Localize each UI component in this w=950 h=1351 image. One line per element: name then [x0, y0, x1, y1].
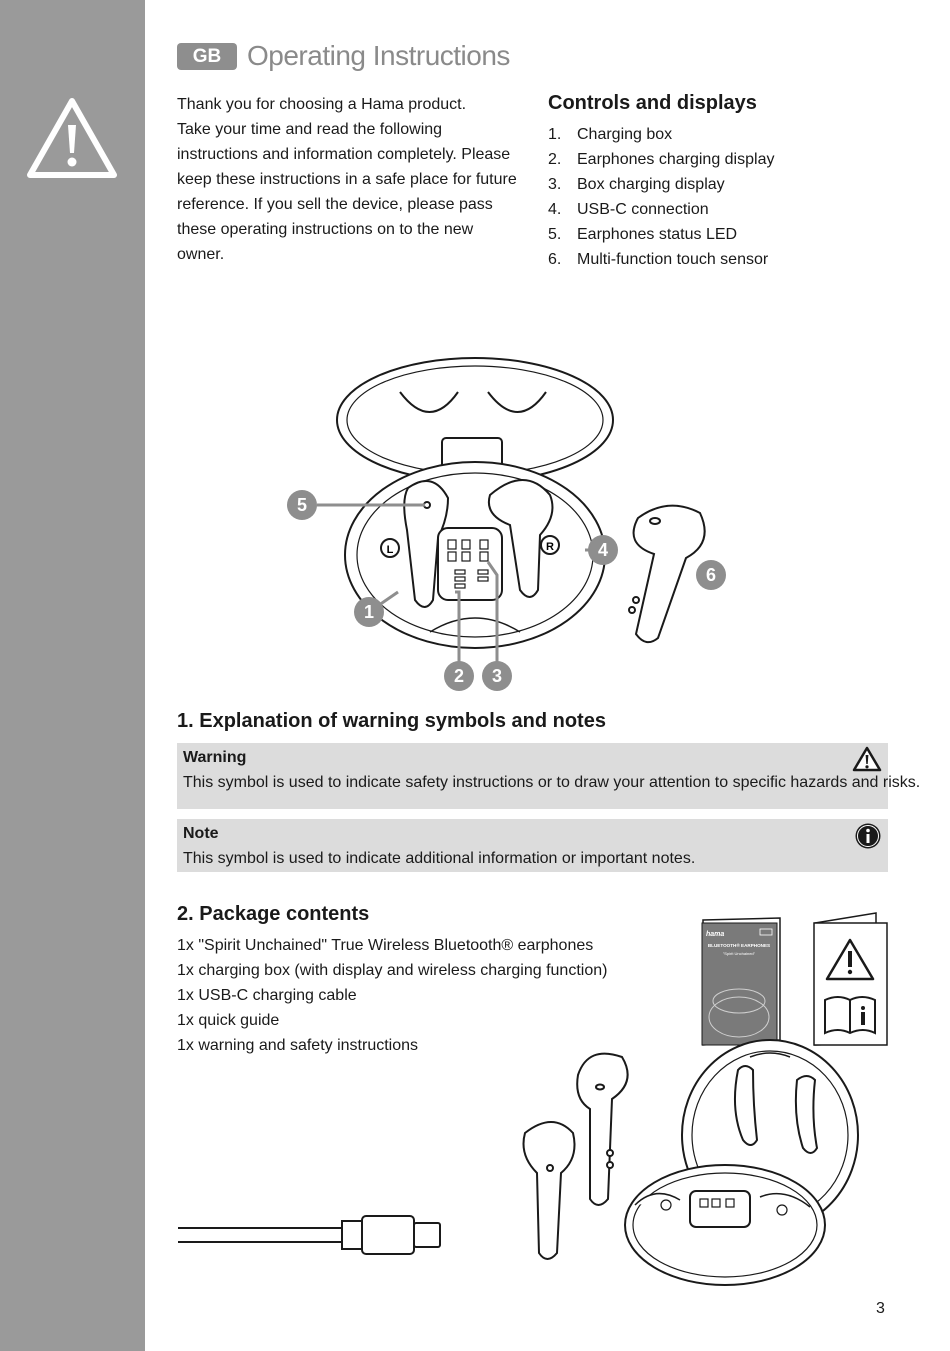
warning-triangle-icon: [24, 95, 120, 183]
info-icon: [854, 822, 882, 850]
item-label: Multi-function touch sensor: [577, 251, 769, 268]
warning-triangle-icon: [852, 746, 882, 772]
callout-5: 5: [296, 495, 308, 515]
list-item: 1x "Spirit Unchained" True Wireless Bluetooth® earphones: [177, 937, 594, 954]
list-item: [548, 247, 774, 272]
left-mark: L: [386, 544, 394, 556]
earbuds: [524, 1054, 628, 1259]
list-item: [548, 147, 774, 172]
item-label: Charging box: [577, 126, 673, 143]
open-charging-box: [625, 1040, 858, 1285]
list-item: [548, 197, 774, 222]
callout-1: 1: [363, 602, 375, 622]
note-text: This symbol is used to indicate additional information or important notes.: [183, 850, 696, 867]
list-item: [548, 122, 774, 147]
list-item: 1x quick guide: [177, 1012, 280, 1029]
warning-title: Warning: [183, 749, 247, 766]
item-label: Box charging display: [577, 176, 725, 193]
quick-guide: [702, 918, 780, 1045]
safety-leaflet: [814, 913, 887, 1045]
list-item: 1x USB-C charging cable: [177, 987, 357, 1004]
charging-box-diagram: [280, 350, 740, 695]
item-number: 4.: [548, 201, 562, 218]
section1-heading: 1. Explanation of warning symbols and notes: [177, 710, 606, 732]
item-label: USB-C connection: [577, 201, 709, 218]
callout-6: 6: [705, 565, 717, 585]
intro-line: Take your time and read the following instructions and information completely. Please keep these instructions in a safe place for future reference. If you sell the device, please pass these operating instructions on to the new owner.: [177, 121, 517, 263]
callout-2: 2: [453, 666, 465, 686]
package-contents-illustration: [170, 905, 895, 1295]
item-number: 5.: [548, 226, 562, 243]
page-number: 3: [876, 1300, 885, 1317]
item-number: 1.: [548, 126, 562, 143]
item-label: Earphones charging display: [577, 151, 775, 168]
controls-list: [548, 122, 774, 272]
warning-text: This symbol is used to indicate safety instructions or to draw your attention to specific hazards and risks.: [183, 774, 921, 791]
item-number: 6.: [548, 251, 562, 268]
note-box: [177, 819, 888, 872]
controls-heading: Controls and displays: [548, 92, 757, 114]
usb-c-cable: [178, 1216, 440, 1254]
item-number: 2.: [548, 151, 562, 168]
list-item: [548, 172, 774, 197]
right-mark: R: [546, 541, 554, 553]
sidebar-band: [0, 0, 145, 1351]
note-title: Note: [183, 825, 219, 842]
item-number: 3.: [548, 176, 562, 193]
center-display: [438, 528, 502, 600]
earbud-loose: [634, 506, 705, 643]
item-label: Earphones status LED: [577, 226, 738, 243]
guide-line2: "Spirit Unchained": [722, 951, 756, 956]
list-item: [548, 222, 774, 247]
callout-4: 4: [597, 540, 609, 560]
warning-box: [177, 743, 921, 809]
guide-line1: BLUETOOTH® EARPHONES: [707, 943, 771, 948]
intro-text: [177, 92, 522, 267]
section2-heading: 2. Package contents: [177, 903, 370, 925]
callout-3: 3: [491, 666, 503, 686]
list-item: 1x charging box (with display and wireless charging function): [177, 962, 608, 979]
list-item: 1x warning and safety instructions: [177, 1037, 419, 1054]
language-badge: GB: [177, 43, 237, 70]
intro-line: Thank you for choosing a Hama product.: [177, 96, 467, 113]
page-title: Operating Instructions: [247, 40, 510, 71]
guide-brand: hama: [706, 931, 725, 938]
